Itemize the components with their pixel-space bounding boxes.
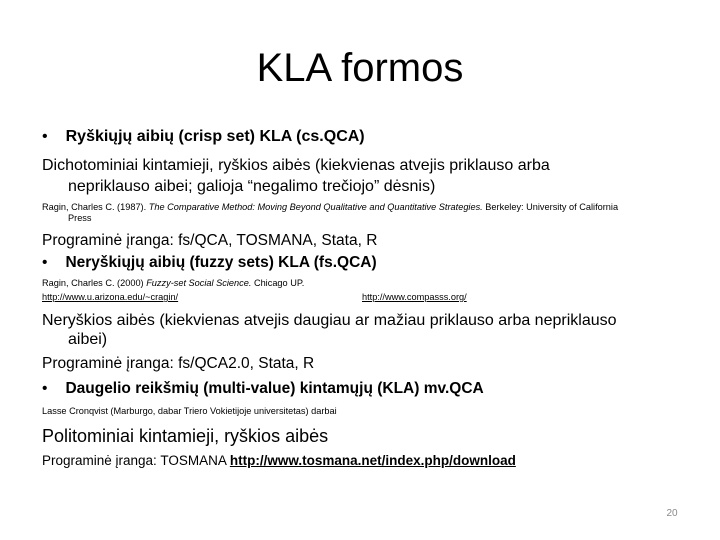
fuzzy-links [42, 291, 178, 303]
bullet-crisp [42, 127, 365, 147]
crisp-heading: Ryškiųjų aibių (crisp set) KLA (cs.QCA) [65, 128, 365, 145]
bullet-icon: • [42, 380, 48, 397]
fuzzy-heading: Neryškiųjų aibių (fuzzy sets) KLA (fs.QCA) [65, 254, 377, 271]
crisp-software: Programinė įranga: fs/QCA, TOSMANA, Stata, R [42, 232, 378, 249]
fuzzy-links-2 [362, 291, 467, 303]
page-number: 20 [666, 508, 678, 519]
crisp-desc-line1: Dichotominiai kintamieji, ryškios aibės (kiekvienas atvejis priklauso arba [42, 157, 550, 174]
bullet-icon: • [42, 128, 48, 145]
fuzzy-desc-line1: Neryškios aibės (kiekvienas atvejis daugiau ar mažiau priklauso arba nepriklauso [42, 312, 617, 329]
bullet-multi [42, 379, 484, 398]
fuzzy-ref-suffix: Chicago UP. [253, 278, 305, 288]
bullet-icon: • [42, 254, 48, 271]
compasss-link[interactable]: http://www.compasss.org/ [362, 292, 467, 302]
crisp-ref-line2: Press [68, 213, 92, 223]
tosmana-download-link[interactable]: http://www.tosmana.net/index.php/download [229, 453, 516, 468]
fuzzy-ref-title: Fuzzy-set Social Science. [146, 278, 252, 288]
multi-software [42, 452, 516, 470]
crisp-ref-title: The Comparative Method: Moving Beyond Qualitative and Quantitative Strategies. [148, 202, 483, 212]
crisp-reference [42, 201, 618, 213]
slide-title: KLA formos [256, 46, 464, 90]
fuzzy-software: Programinė įranga: fs/QCA2.0, Stata, R [42, 355, 315, 372]
multi-heading: Daugelio reikšmių (multi-value) kintamųjų (KLA) mv.QCA [65, 380, 484, 397]
fuzzy-ref-prefix: Ragin, Charles C. (2000) [42, 278, 144, 288]
fuzzy-reference [42, 277, 304, 289]
bullet-fuzzy [42, 253, 377, 272]
crisp-ref-prefix: Ragin, Charles C. (1987). [42, 202, 147, 212]
arizona-link[interactable]: http://www.u.arizona.edu/~cragin/ [42, 292, 179, 302]
multi-reference: Lasse Cronqvist (Marburgo, dabar Triero Vokietijoje universitetas) darbai [42, 406, 337, 416]
multi-desc: Politominiai kintamieji, ryškios aibės [42, 426, 329, 446]
multi-software-label: Programinė įranga: TOSMANA [42, 453, 227, 468]
fuzzy-desc-line2: aibei) [68, 331, 108, 348]
crisp-ref-suffix: Berkeley: University of California [485, 202, 619, 212]
crisp-desc-line2: nepriklauso aibei; galioja “negalimo trečiojo” dėsnis) [68, 178, 436, 195]
